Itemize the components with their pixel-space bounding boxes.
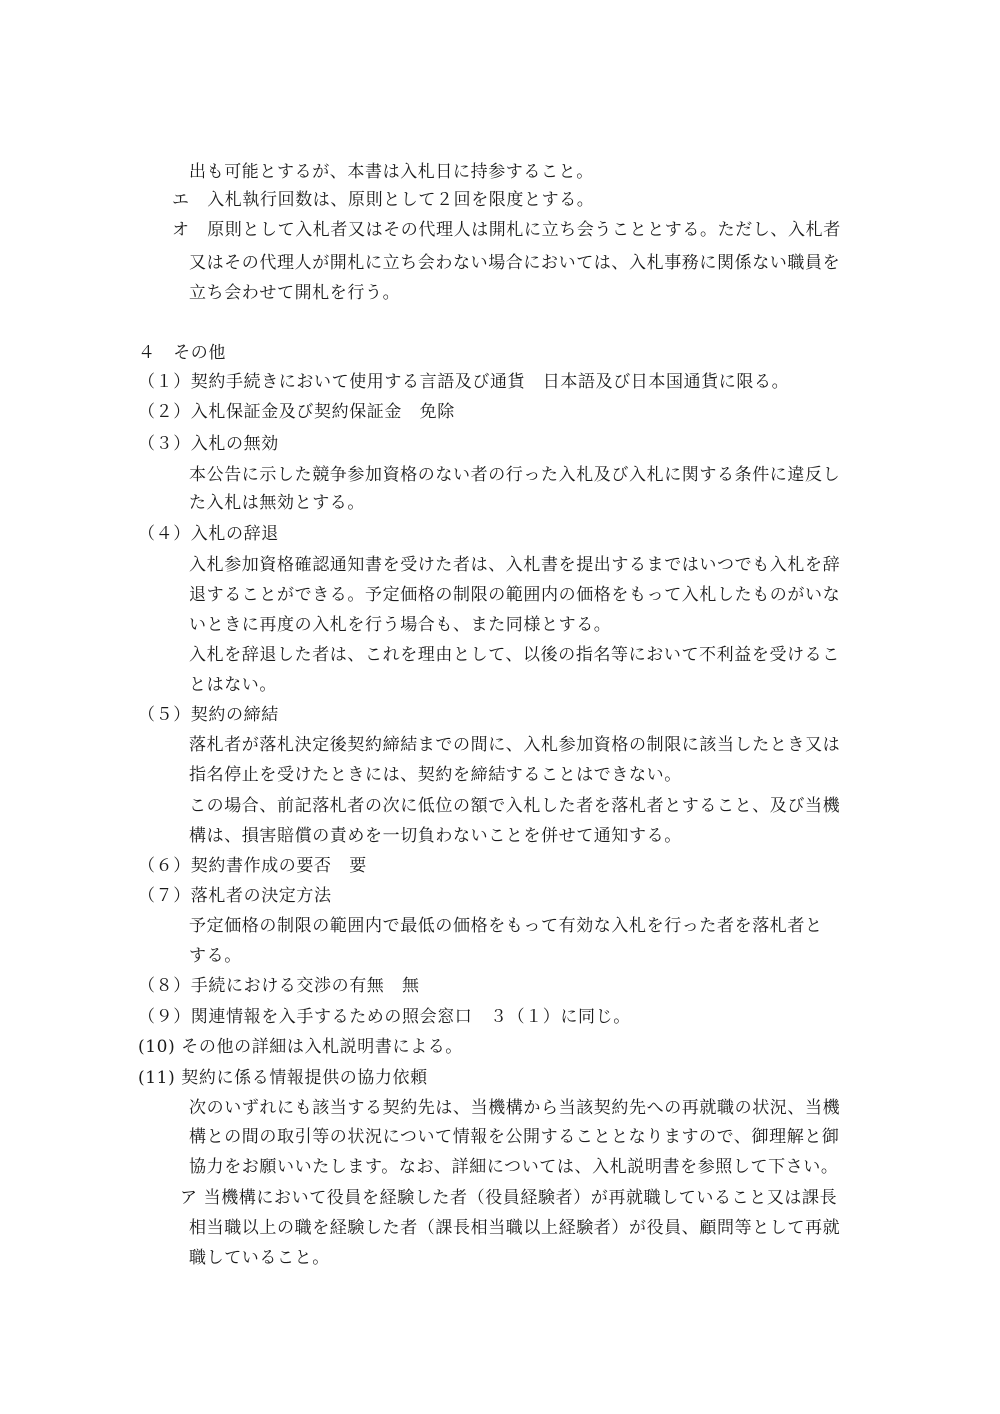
paragraph-line: 入札参加資格確認通知書を受けた者は、入札書を提出するまではいつでも入札を辞	[189, 555, 841, 575]
item-o: オ 原則として入札者又はその代理人は開札に立ち会うこととする。ただし、入札者	[172, 220, 841, 240]
item-e: エ 入札執行回数は、原則として２回を限度とする。	[172, 190, 595, 210]
paragraph-line: 予定価格の制限の範囲内で最低の価格をもって有効な入札を行った者を落札者と	[189, 916, 823, 936]
paragraph-line: 次のいずれにも該当する契約先は、当機構から当該契約先への再就職の状況、当機	[189, 1098, 841, 1118]
paragraph-line: 入札を辞退した者は、これを理由として、以後の指名等において不利益を受けるこ	[189, 645, 840, 665]
list-item: (10) その他の詳細は入札説明書による。	[138, 1037, 463, 1057]
list-item: （６）契約書作成の要否 要	[138, 856, 367, 876]
paragraph-line: 協力をお願いいたします。なお、詳細については、入札説明書を参照して下さい。	[189, 1157, 839, 1177]
list-item: （７）落札者の決定方法	[138, 886, 332, 906]
paragraph-line: 落札者が落札決定後契約締結までの間に、入札参加資格の制限に該当したとき又は	[189, 735, 841, 755]
paragraph-line: する。	[189, 946, 242, 966]
list-item: （９）関連情報を入手するための照会窓口 ３（１）に同じ。	[138, 1007, 631, 1027]
paragraph-line: いときに再度の入札を行う場合も、また同様とする。	[189, 615, 612, 635]
list-item: （５）契約の締結	[138, 705, 279, 725]
paragraph-line: 退することができる。予定価格の制限の範囲内の価格をもって入札したものがいな	[189, 585, 841, 605]
paragraph-line: 又はその代理人が開札に立ち会わない場合においては、入札事務に関係ない職員を	[189, 253, 841, 273]
paragraph-line: 出も可能とするが、本書は入札日に持参すること。	[189, 162, 594, 182]
paragraph-line: 構との間の取引等の状況について情報を公開することとなりますので、御理解と御	[189, 1127, 840, 1147]
paragraph-line: 職していること。	[189, 1248, 330, 1268]
paragraph-line: この場合、前記落札者の次に低位の額で入札した者を落札者とすること、及び当機	[189, 796, 841, 816]
paragraph-line: とはない。	[189, 675, 277, 695]
list-item: （４）入札の辞退	[138, 524, 279, 544]
paragraph-line: 構は、損害賠償の責めを一切負わないことを併せて通知する。	[189, 826, 682, 846]
paragraph-line: 本公告に示した競争参加資格のない者の行った入札及び入札に関する条件に違反し	[189, 465, 841, 485]
list-item: （８）手続における交渉の有無 無	[138, 976, 420, 996]
list-item: （１）契約手続きにおいて使用する言語及び通貨 日本語及び日本国通貨に限る。	[138, 372, 790, 392]
paragraph-line: 相当職以上の職を経験した者（課長相当職以上経験者）が役員、顧問等として再就	[189, 1218, 841, 1238]
list-item: (11) 契約に係る情報提供の協力依頼	[138, 1068, 428, 1088]
paragraph-line: 指名停止を受けたときには、契約を締結することはできない。	[189, 765, 682, 785]
paragraph-line: 立ち会わせて開札を行う。	[189, 283, 401, 303]
section-heading: ４ その他	[138, 343, 226, 363]
paragraph-line: た入札は無効とする。	[189, 493, 365, 513]
list-item: （２）入札保証金及び契約保証金 免除	[138, 402, 455, 422]
list-item: （３）入札の無効	[138, 434, 279, 454]
sub-item-a: ア 当機構において役員を経験した者（役員経験者）が再就職していること又は課長	[180, 1188, 838, 1208]
